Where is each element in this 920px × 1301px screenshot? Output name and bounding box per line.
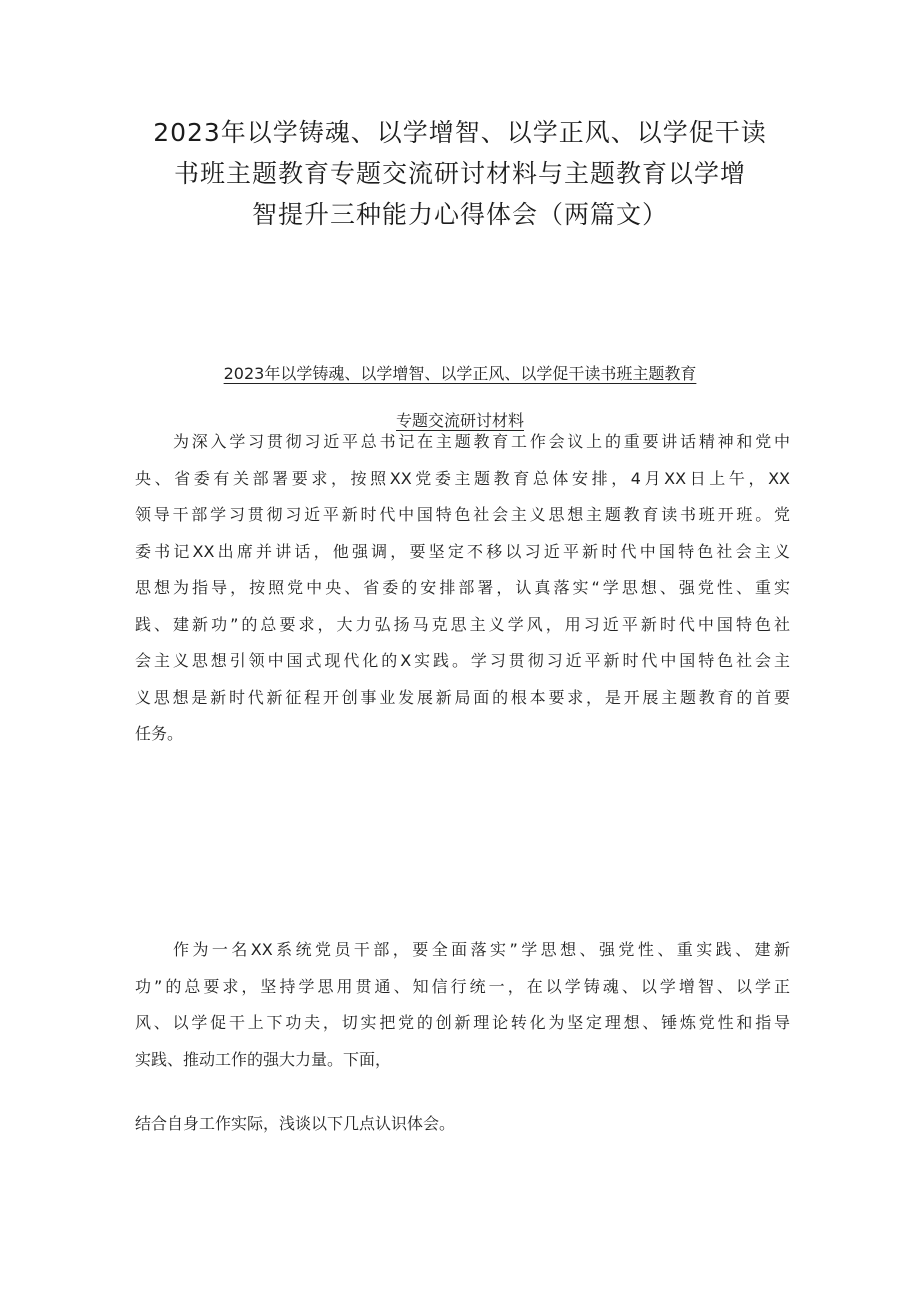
paragraph-line: 实践、推动工作的强大力量。下面，	[135, 1049, 392, 1069]
paragraph-line: 风、以学促干上下功夫，切实把党的创新理论转化为坚定理想、锤炼党性和指导	[135, 1013, 790, 1032]
section-title-text: 专题交流研讨材料	[395, 411, 524, 430]
paragraph-line: 思想为指导，按照党中央、省委的安排部署，认真落实“学思想、强党性、重实	[135, 578, 790, 597]
document-title-line: 书班主题教育专题交流研讨材料与主题教育以学增	[173, 159, 746, 188]
paragraph-line: 委书记XX出席并讲话，他强调，要坚定不移以习近平新时代中国特色社会主义	[135, 541, 790, 561]
paragraph-intro	[135, 424, 790, 753]
paragraph-line: 功”的总要求，坚持学思用贯通、知信行统一，在以学铸魂、以学增智、以学正	[135, 976, 790, 996]
paragraph-line: 央、省委有关部署要求，按照XX党委主题教育总体安排，4月XX日上午，XX	[135, 468, 790, 488]
paragraph-line: 为深入学习贯彻习近平总书记在主题教育工作会议上的重要讲话精神和党中	[173, 432, 790, 451]
paragraph-line: 作为一名XX系统党员干部，要全面落实”学思想、强党性、重实践、建新	[173, 940, 790, 959]
paragraph-line: 任务。	[135, 724, 184, 743]
paragraph-line: 领导干部学习贯彻习近平新时代中国特色社会主义思想主题教育读书班开班。党	[135, 505, 790, 524]
document-title	[120, 112, 800, 235]
section-title-line-1	[120, 363, 800, 385]
document-title-line: 智提升三种能力心得体会（两篇文）	[251, 200, 668, 229]
paragraph-line: 义思想是新时代新征程开创事业发展新局面的根本要求，是开展主题教育的首要	[135, 687, 790, 707]
document-title-line: 2023年以学铸魂、以学增智、以学正风、以学促干读	[153, 118, 767, 147]
paragraph-body	[135, 932, 790, 1078]
section-title-text: 2023年以学铸魂、以学增智、以学正风、以学促干读书班主题教育	[223, 364, 697, 383]
paragraph-line: 会主义思想引领中国式现代化的X实践。学习贯彻习近平新时代中国特色社会主	[135, 651, 790, 670]
paragraph-line: 践、建新功”的总要求，大力弘扬马克思主义学风，用习近平新时代中国特色社	[135, 614, 790, 634]
paragraph-tail: 结合自身工作实际，浅谈以下几点认识体会。	[135, 1114, 456, 1133]
